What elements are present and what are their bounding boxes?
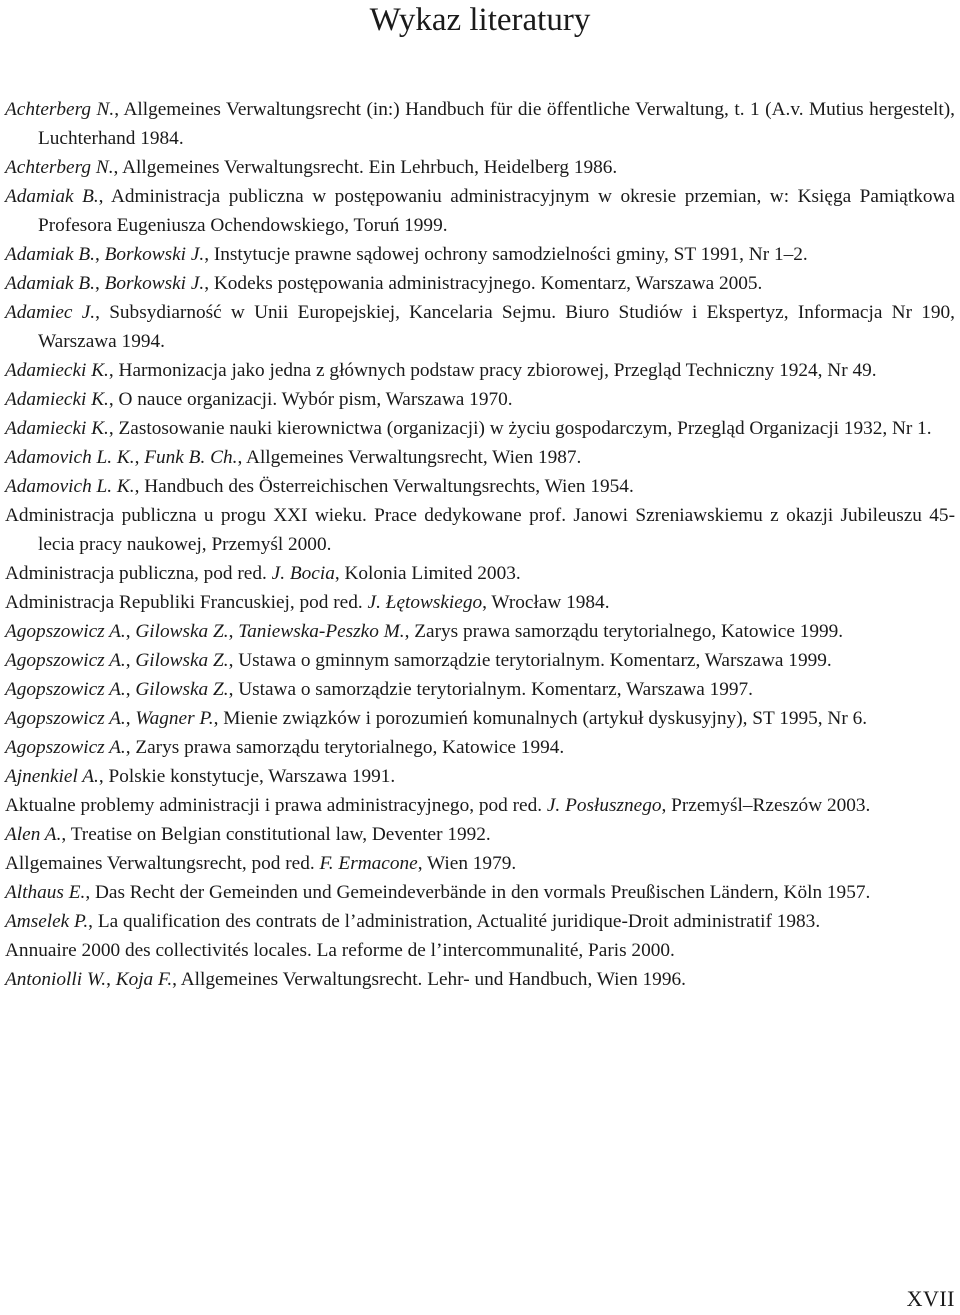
bibliography-entry — [5, 95, 955, 153]
bibliography-entry — [5, 269, 955, 298]
entry-text: , La qualification des contrats de l’administration, Actualité juridique-Droit administratif 1983. — [88, 911, 821, 932]
entry-author: Gilowska Z. — [135, 650, 229, 671]
entry-text: Administracja publiczna, pod red. — [5, 563, 272, 584]
bibliography-entry — [5, 733, 955, 762]
entry-text: , Das Recht der Gemeinden und Gemeindeverbände in den vormals Preußischen Ländern, Köln 1957. — [85, 882, 871, 903]
entry-author: Adamovich L. K. — [5, 447, 135, 468]
entry-author: Achterberg N. — [5, 99, 115, 120]
entry-text: , Wrocław 1984. — [482, 592, 610, 613]
entry-text: , — [106, 969, 116, 990]
entry-text: , Zarys prawa samorządu terytorialnego, Katowice 1999. — [404, 621, 844, 642]
entry-author: Wagner P. — [135, 708, 214, 729]
bibliography-entry — [5, 443, 955, 472]
entry-text: , Kolonia Limited 2003. — [334, 563, 521, 584]
entry-text: , — [125, 708, 136, 729]
entry-text: Administracja publiczna u progu XXI wieku. Prace dedykowane prof. Janowi Szreniawskiemu z okazji Jubileuszu 45-lecia pracy naukowej, Przemyśl 2000. — [5, 505, 955, 555]
entry-author: Adamiecki K. — [5, 360, 109, 381]
entry-author: Adamovich L. K. — [5, 476, 135, 497]
entry-text: , Polskie konstytucje, Warszawa 1991. — [98, 766, 396, 787]
entry-author: Gilowska Z. — [135, 621, 229, 642]
page-number: XVII — [906, 1286, 955, 1311]
entry-author: Antoniolli W. — [5, 969, 107, 990]
bibliography-entry — [5, 240, 955, 269]
bibliography-entry — [5, 878, 955, 907]
bibliography-entry — [5, 762, 955, 791]
bibliography-entry — [5, 675, 955, 704]
entry-text: , — [228, 621, 239, 642]
entry-text: , Ustawa o gminnym samorządzie terytorialnym. Komentarz, Warszawa 1999. — [228, 650, 832, 671]
entry-author: Funk B. Ch. — [144, 447, 238, 468]
entry-author: Koja F. — [115, 969, 173, 990]
bibliography-entry — [5, 472, 955, 501]
entry-text: , — [94, 273, 105, 294]
bibliography-entry — [5, 298, 955, 356]
entry-author: Adamiecki K. — [5, 418, 109, 439]
bibliography-entry — [5, 965, 955, 994]
entry-author: J. Łętowskiego — [367, 592, 483, 613]
entry-text: Allgemaines Verwaltungsrecht, pod red. — [5, 853, 320, 874]
bibliography-entry — [5, 704, 955, 733]
bibliography-entry — [5, 501, 955, 559]
entry-author: Agopszowicz A. — [5, 621, 126, 642]
bibliography-entry — [5, 356, 955, 385]
entry-text: Annuaire 2000 des collectivités locales. La reforme de l’intercommunalité, Paris 2000. — [5, 940, 675, 961]
entry-author: Ajnenkiel A. — [5, 766, 99, 787]
entry-author: Amselek P. — [5, 911, 89, 932]
entry-text: , Zastosowanie nauki kierownictwa (organizacji) w życiu gospodarczym, Przegląd Organizacji 1932, Nr 1. — [108, 418, 932, 439]
entry-author: Gilowska Z. — [135, 679, 229, 700]
entry-author: Agopszowicz A. — [5, 737, 126, 758]
entry-text: Administracja Republiki Francuskiej, pod red. — [5, 592, 368, 613]
entry-text: , Kodeks postępowania administracyjnego. Komentarz, Warszawa 2005. — [204, 273, 763, 294]
entry-author: Agopszowicz A. — [5, 708, 126, 729]
entry-text: , — [125, 679, 136, 700]
bibliography-entry — [5, 849, 955, 878]
entry-author: Adamiak B. — [5, 273, 95, 294]
bibliography-entry — [5, 646, 955, 675]
entry-author: Achterberg N. — [5, 157, 114, 178]
entry-text: , O nauce organizacji. Wybór pism, Warszawa 1970. — [108, 389, 513, 410]
bibliography-entry — [5, 385, 955, 414]
entry-author: Adamiec J. — [5, 302, 96, 323]
entry-text: , — [125, 621, 136, 642]
entry-text: , Zarys prawa samorządu terytorialnego, Katowice 1994. — [125, 737, 565, 758]
bibliography-entry — [5, 791, 955, 820]
page-title: Wykaz literatury — [369, 2, 591, 38]
entry-author: Borkowski J. — [104, 273, 205, 294]
entry-author: Adamiak B. — [5, 244, 95, 265]
entry-text: , — [125, 650, 136, 671]
entry-author: Althaus E. — [5, 882, 86, 903]
bibliography-entry — [5, 559, 955, 588]
entry-author: Adamiecki K. — [5, 389, 109, 410]
entry-text: , Treatise on Belgian constitutional law, Deventer 1992. — [61, 824, 491, 845]
entry-author: J. Posłusznego — [546, 795, 662, 816]
bibliography-entry — [5, 936, 955, 965]
entry-text: , — [134, 447, 145, 468]
entry-author: Alen A. — [5, 824, 62, 845]
entry-text: , Allgemeines Verwaltungsrecht, Wien 1987. — [237, 447, 582, 468]
bibliography-entry — [5, 153, 955, 182]
entry-author: Taniewska-Peszko M. — [238, 621, 405, 642]
entry-text: , Allgemeines Verwaltungsrecht. Lehr- und Handbuch, Wien 1996. — [172, 969, 686, 990]
bibliography-entry — [5, 820, 955, 849]
entry-text: , Subsydiarność w Unii Europejskiej, Kancelaria Sejmu. Biuro Studiów i Ekspertyz, Informacja Nr 190, Warszawa 1994. — [38, 302, 956, 352]
entry-text: , Ustawa o samorządzie terytorialnym. Komentarz, Warszawa 1997. — [228, 679, 753, 700]
entry-text: , Allgemeines Verwaltungsrecht (in:) Handbuch für die öffentliche Verwaltung, t. 1 (A.v. Mutius hergestelt), Luchterhand 1984. — [38, 99, 955, 149]
bibliography-list — [5, 95, 955, 994]
entry-text: , Handbuch des Österreichischen Verwaltungsrechts, Wien 1954. — [134, 476, 634, 497]
entry-text: , Mienie związków i porozumień komunalnych (artykuł dyskusyjny), ST 1995, Nr 6. — [213, 708, 868, 729]
entry-author: F. Ermacone — [319, 853, 418, 874]
bibliography-entry — [5, 907, 955, 936]
bibliography-entry — [5, 414, 955, 443]
entry-author: Adamiak B. — [5, 186, 99, 207]
entry-text: , Instytucje prawne sądowej ochrony samodzielności gminy, ST 1991, Nr 1–2. — [204, 244, 808, 265]
entry-author: J. Bocia — [271, 563, 335, 584]
entry-text: Aktualne problemy administracji i prawa administracyjnego, pod red. — [5, 795, 547, 816]
entry-text: , Przemyśl–Rzeszów 2003. — [661, 795, 871, 816]
entry-author: Agopszowicz A. — [5, 650, 126, 671]
entry-text: , Wien 1979. — [417, 853, 517, 874]
entry-text: , Harmonizacja jako jedna z głównych podstaw pracy zbiorowej, Przegląd Techniczny 1924, Nr 49. — [108, 360, 877, 381]
bibliography-entry — [5, 182, 955, 240]
entry-text: , Allgemeines Verwaltungsrecht. Ein Lehrbuch, Heidelberg 1986. — [113, 157, 618, 178]
entry-text: , Administracja publiczna w postępowaniu administracyjnym w okresie przemian, w: Księga Pamiątkowa Profesora Eugeniusza Ochendowskiego, Toruń 1999. — [38, 186, 955, 236]
entry-text: , — [94, 244, 105, 265]
entry-author: Agopszowicz A. — [5, 679, 126, 700]
entry-author: Borkowski J. — [104, 244, 205, 265]
bibliography-entry — [5, 617, 955, 646]
bibliography-entry — [5, 588, 955, 617]
